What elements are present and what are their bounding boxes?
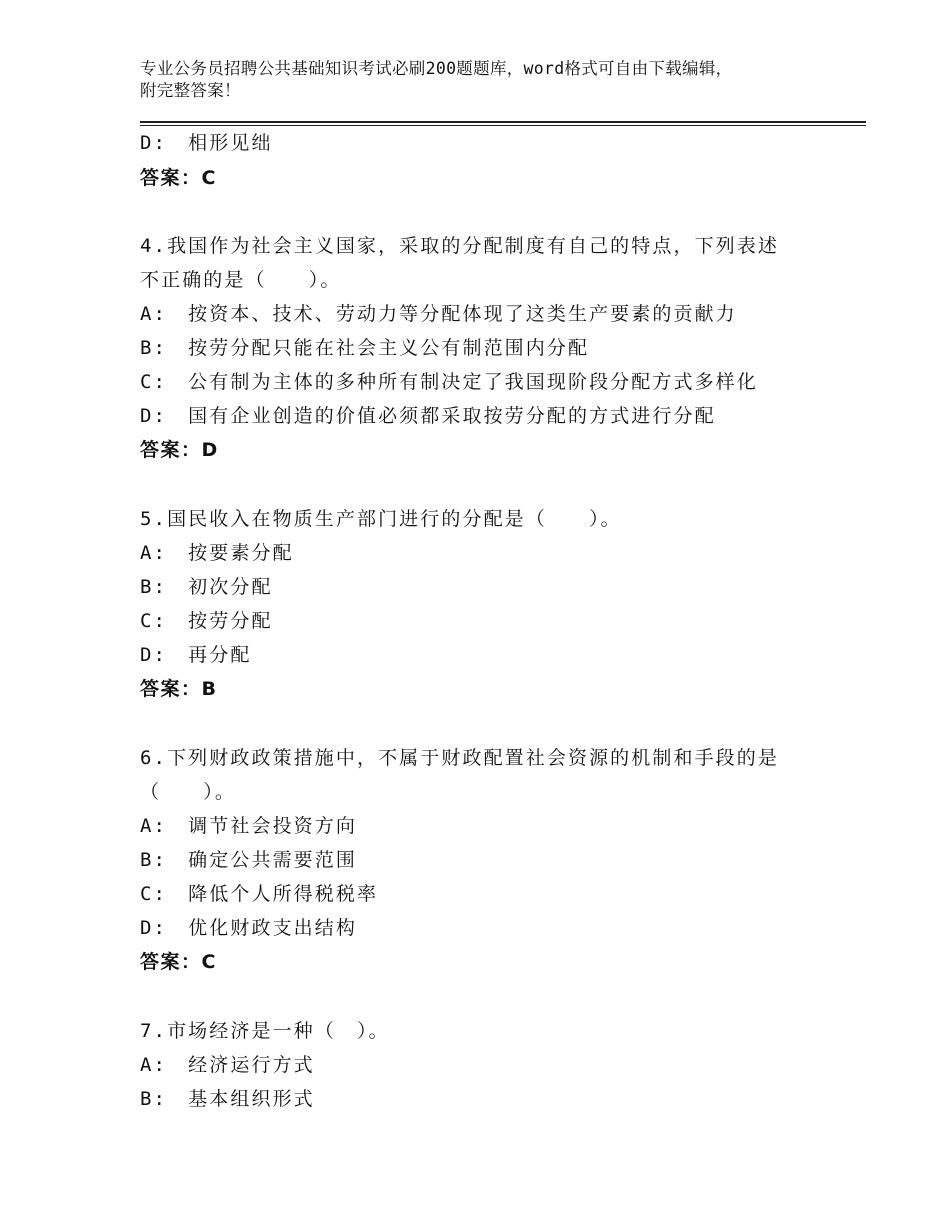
answer-line: 答案：B: [140, 678, 218, 700]
question-line: 5.国民收入在物质生产部门进行的分配是（ ）。: [140, 508, 622, 530]
header-line-1: 专业公务员招聘公共基础知识考试必刷200题题库，word格式可自由下载编辑，: [140, 59, 733, 78]
header-divider-thin: [140, 125, 866, 126]
question-line: 7.市场经济是一种（ ）。: [140, 1020, 390, 1042]
question-line: 4.我国作为社会主义国家，采取的分配制度有自己的特点，下列表述: [140, 235, 779, 257]
option-line: A: 经济运行方式: [140, 1054, 315, 1076]
header-divider-thick: [140, 121, 866, 123]
answer-line: 答案：D: [140, 439, 219, 461]
option-line: D: 优化财政支出结构: [140, 917, 357, 939]
question-line: 6.下列财政政策措施中，不属于财政配置社会资源的机制和手段的是: [140, 747, 779, 769]
option-line: C: 降低个人所得税税率: [140, 883, 379, 905]
option-line: B: 初次分配: [140, 576, 273, 598]
option-line: A: 按要素分配: [140, 542, 294, 564]
option-line: C: 公有制为主体的多种所有制决定了我国现阶段分配方式多样化: [140, 371, 758, 393]
option-line: A: 按资本、技术、劳动力等分配体现了这类生产要素的贡献力: [140, 303, 737, 325]
option-line: D: 国有企业创造的价值必须都采取按劳分配的方式进行分配: [140, 405, 716, 427]
option-line: C: 按劳分配: [140, 610, 273, 632]
option-line: A: 调节社会投资方向: [140, 815, 357, 837]
option-line: D: 再分配: [140, 644, 252, 666]
answer-line: 答案：C: [140, 951, 217, 973]
option-line: D: 相形见绌: [140, 132, 273, 154]
header-text: [140, 58, 840, 102]
option-line: B: 基本组织形式: [140, 1088, 315, 1110]
header-line-2: 附完整答案！: [140, 81, 241, 100]
option-line: B: 按劳分配只能在社会主义公有制范围内分配: [140, 337, 590, 359]
question-line: （ ）。: [140, 781, 237, 803]
option-line: B: 确定公共需要范围: [140, 849, 357, 871]
question-line: 不正确的是（ ）。: [140, 269, 342, 291]
answer-line: 答案：C: [140, 167, 217, 189]
